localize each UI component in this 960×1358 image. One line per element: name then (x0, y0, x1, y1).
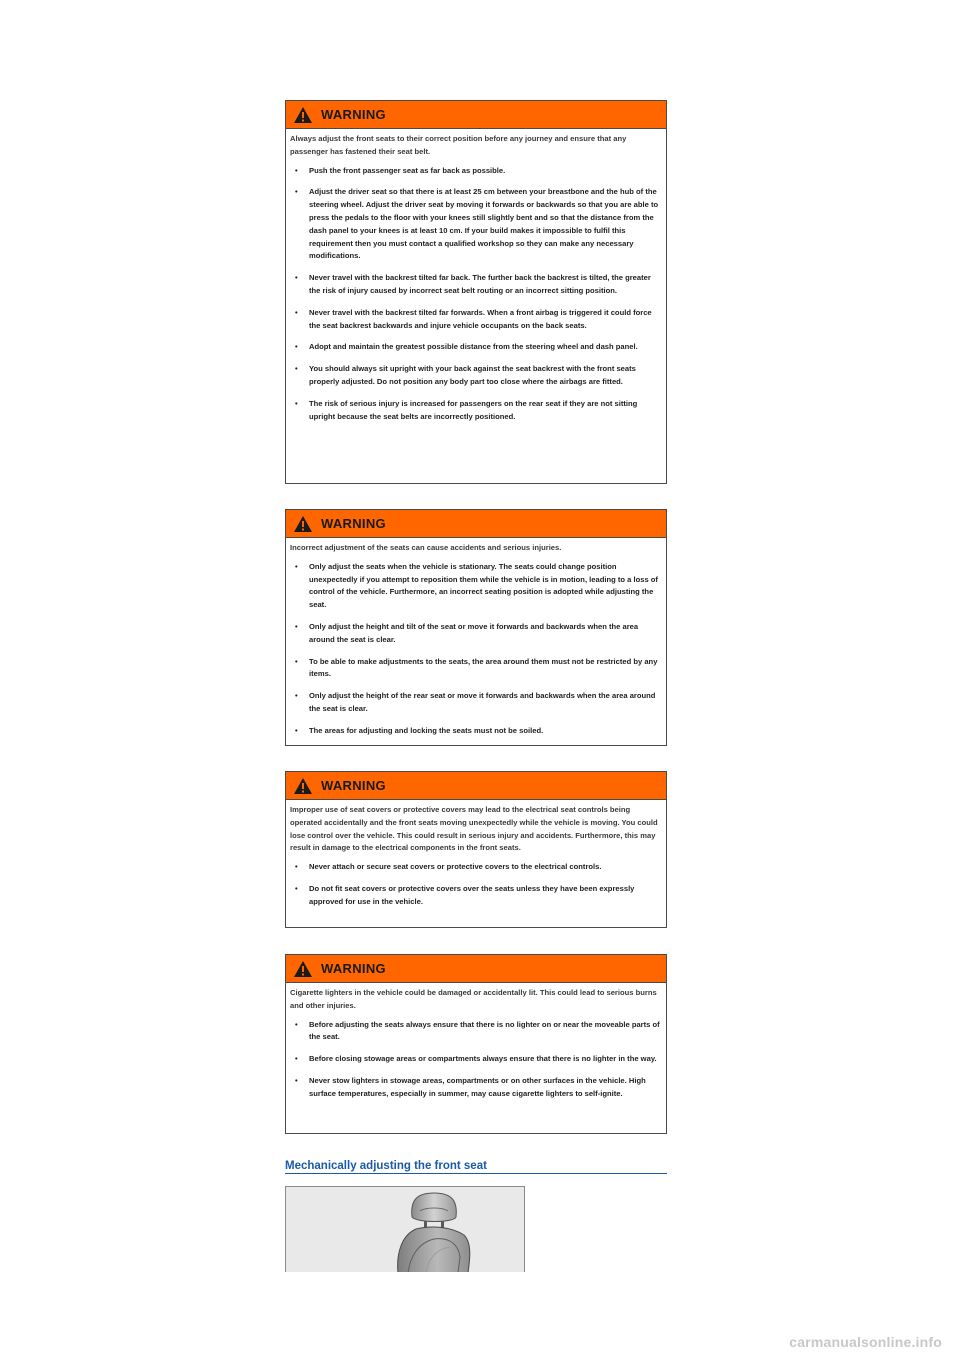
section-heading: Mechanically adjusting the front seat (285, 1160, 667, 1174)
warning-body (286, 129, 666, 431)
warning-header (286, 772, 666, 800)
list-item: • Adopt and maintain the greatest possible distance from the steering wheel and dash panel. (295, 342, 638, 352)
list-item: • Only adjust the seats when the vehicle is stationary. The seats could change position unexpectedly if you attempt to reposition them while the vehicle is in motion, leading to a loss of control of the vehicle. Furthermore, an incorrect seating position is adopted while adjusting the seat. (295, 561, 658, 610)
list-item: • To be able to make adjustments to the seats, the area around them must not be restricted by any items. (295, 656, 658, 679)
list-item: • Before closing stowage areas or compartments always ensure that there is no lighter in the way. (295, 1054, 657, 1064)
warning-box-2 (285, 509, 667, 746)
warning-intro: Always adjust the front seats to their correct position before any journey and ensure that any passenger has fastened their seat belt. (290, 134, 627, 156)
watermark-text: carmanualsonline.info (789, 1334, 942, 1350)
warning-triangle-icon (293, 515, 313, 533)
list-item: • Before adjusting the seats always ensure that there is no lighter on or near the moveable parts of the seat. (295, 1019, 660, 1042)
warning-body (286, 538, 666, 746)
list-item: • Only adjust the height and tilt of the seat or move it forwards and backwards when the area around the seat is clear. (295, 621, 639, 644)
warning-box-4 (285, 954, 667, 1134)
warning-header (286, 955, 666, 983)
list-item: • Adjust the driver seat so that there is at least 25 cm between your breastbone and the hub of the steering wheel. Adjust the driver seat by moving it forwards or backwards so that you are able to press the pedals to the floor with your knees still slightly bent and so that the distance from the dash panel to your knees is at least 10 cm. If your build makes it impossible to fulfil this requirement then you must contact a qualified workshop so they can make any necessary modifications. (295, 187, 659, 261)
warning-triangle-icon (293, 960, 313, 978)
warning-intro: Improper use of seat covers or protective covers may lead to the electrical seat controls being operated accidentally and the front seats moving unexpectedly while the vehicle is moving. You could lose control over the vehicle. This could result in serious injury and accidents. Furthermore, this may result in damage to the electrical components in the front seats. (290, 805, 658, 853)
list-item: • Only adjust the height of the rear seat or move it forwards and backwards when the area around the seat is clear. (295, 691, 656, 713)
seat-illustration (286, 1187, 525, 1272)
list-item: • You should always sit upright with your back against the seat backrest with the front seats properly adjusted. Do not position any body part too close where the airbags are fitted. (295, 364, 636, 386)
warning-header (286, 510, 666, 538)
warning-body (286, 800, 666, 917)
warning-title: WARNING (321, 778, 386, 793)
warning-triangle-icon (293, 777, 313, 795)
warning-intro: Incorrect adjustment of the seats can cause accidents and serious injuries. (290, 543, 562, 552)
list-item: • Never attach or secure seat covers or protective covers to the electrical controls. (295, 862, 602, 872)
list-item: • Never travel with the backrest tilted far forwards. When a front airbag is triggered it could force the seat backrest backwards and injure vehicle occupants on the back seats. (295, 307, 652, 330)
warning-box-1 (285, 100, 667, 484)
warning-title: WARNING (321, 516, 386, 531)
list-item: • Push the front passenger seat as far back as possible. (295, 165, 506, 175)
list-item: • Do not fit seat covers or protective covers over the seats unless they have been expressly approved for use in the vehicle. (295, 883, 635, 906)
list-item: • Never travel with the backrest tilted far back. The further back the backrest is tilted, the greater the risk of injury caused by incorrect seat belt routing or an incorrect sitting position. (295, 273, 651, 295)
list-item: • The risk of serious injury is increased for passengers on the rear seat if they are not sitting upright because the seat belts are incorrectly positioned. (295, 398, 638, 421)
warning-title: WARNING (321, 107, 386, 122)
list-item: • Never stow lighters in stowage areas, compartments or on other surfaces in the vehicle. High surface temperatures, especially in summer, may cause cigarette lighters to self-ignite. (295, 1075, 646, 1098)
warning-header (286, 101, 666, 129)
warning-body (286, 983, 666, 1109)
warning-intro: Cigarette lighters in the vehicle could be damaged or accidentally lit. This could lead to serious burns and other injuries. (290, 988, 657, 1010)
warning-box-3 (285, 771, 667, 928)
warning-triangle-icon (293, 106, 313, 124)
warning-title: WARNING (321, 961, 386, 976)
seat-figure (285, 1186, 525, 1272)
list-item: • The areas for adjusting and locking the seats must not be soiled. (295, 725, 544, 735)
